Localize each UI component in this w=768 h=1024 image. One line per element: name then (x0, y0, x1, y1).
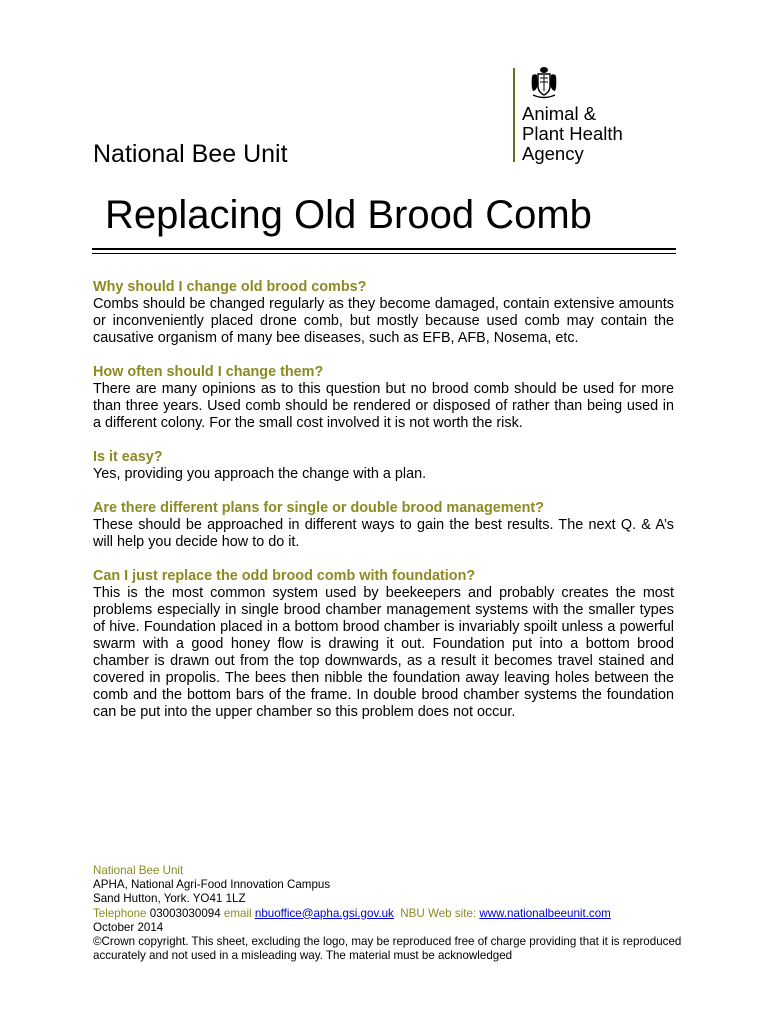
faq-answer: These should be approached in different ways to gain the best results. The next Q. & A’s will help you decide how to do it. (93, 517, 674, 550)
faq-question: Are there different plans for single or double brood management? (93, 500, 544, 516)
faq-content (93, 279, 674, 738)
faq-section (93, 279, 674, 347)
faq-question: How often should I change them? (93, 364, 324, 380)
faq-question: Is it easy? (93, 449, 163, 465)
title-rule-thin (92, 253, 676, 254)
agency-name-line: Agency (522, 143, 584, 164)
faq-answer: Combs should be changed regularly as they become damaged, contain extensive amounts or inconveniently placed drone comb, but mostly because used comb may contain the causative organism of many bee diseases, such as EFB, AFB, Nosema, etc. (93, 296, 674, 346)
footer-address-line: APHA, National Agri-Food Innovation Campus (93, 878, 331, 892)
telephone-number: 03003030094 (149, 906, 221, 920)
footer-contact (93, 907, 683, 921)
faq-section (93, 449, 674, 483)
faq-section (93, 500, 674, 551)
document-title: Replacing Old Brood Comb (105, 193, 592, 237)
agency-name-line: Animal & (522, 103, 597, 124)
unit-title: National Bee Unit (93, 140, 288, 168)
royal-coat-of-arms-icon (529, 66, 559, 100)
footer-copyright: ©Crown copyright. This sheet, excluding the logo, may be reproduced free of charge providing that it is reproduced accurately and not used in a misleading way. The material must be acknowledged (93, 935, 682, 963)
agency-name-line: Plant Health (522, 123, 623, 144)
title-rule (92, 248, 676, 250)
agency-name (522, 104, 623, 164)
apha-logo (513, 66, 653, 166)
web-label: NBU Web site: (400, 906, 477, 920)
faq-answer: Yes, providing you approach the change with a plan. (93, 466, 427, 482)
email-label: email (223, 906, 252, 920)
faq-section (93, 364, 674, 432)
email-link[interactable]: nbuoffice@apha.gsi.gov.uk (254, 906, 394, 920)
logo-divider (513, 68, 515, 162)
faq-question: Can I just replace the odd brood comb with foundation? (93, 568, 476, 584)
footer-address-line: Sand Hutton, York. YO41 1LZ (93, 892, 246, 906)
faq-answer: There are many opinions as to this question but no brood comb should be used for more than three years. Used comb should be rendered or disposed of rather than being used in a different colony. For the small cost involved it is not worth the risk. (93, 381, 674, 431)
footer-date: October 2014 (93, 920, 164, 934)
faq-section (93, 568, 674, 721)
faq-question: Why should I change old brood combs? (93, 279, 367, 295)
footer (93, 864, 683, 963)
footer-org: National Bee Unit (93, 864, 184, 877)
telephone-label: Telephone (93, 906, 147, 920)
faq-answer: This is the most common system used by beekeepers and probably creates the most problems especially in single brood chamber management systems with the smaller types of hive. Foundation placed in a bottom brood chamber is invariably spoilt unless a powerful swarm with a good honey flow is drawing it out. Foundation put into a bottom brood chamber is drawn out from the top downwards, as a result it becomes travel stained and covered in propolis. The bees then nibble the foundation away leaving holes between the comb and the bottom bars of the frame. In double brood chamber systems the foundation can be put into the upper chamber so this problem does not occur. (93, 585, 674, 720)
website-link[interactable]: www.nationalbeeunit.com (479, 906, 611, 920)
